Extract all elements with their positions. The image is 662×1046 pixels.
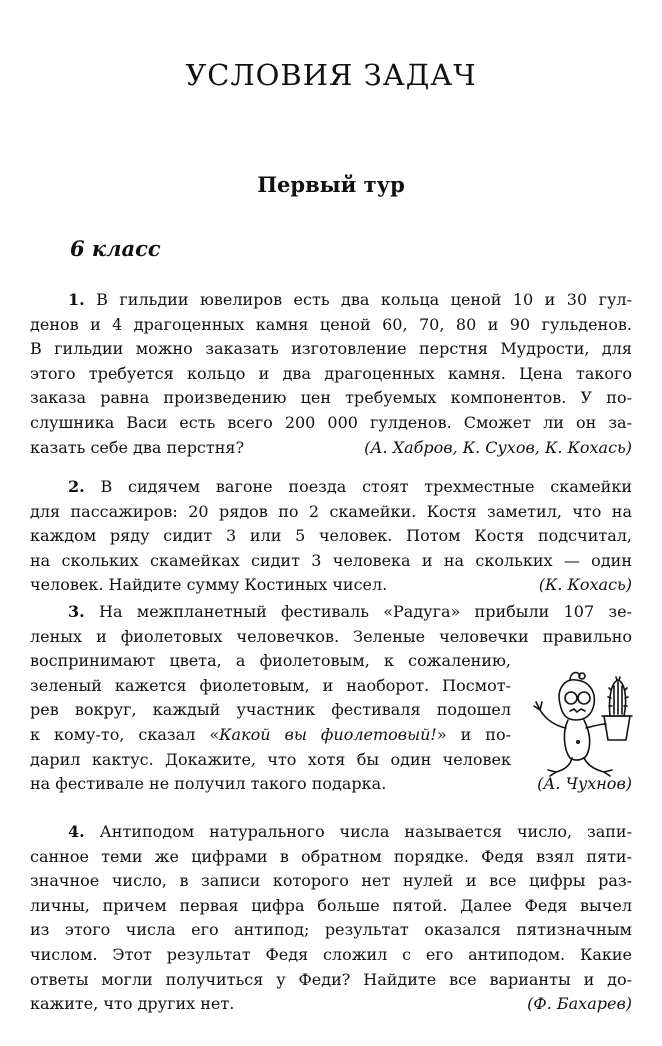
problem-line: 3. На межпланетный фестиваль «Радуга» прибыли 107 зе- <box>68 602 633 621</box>
problem-line: леных и фиолетовых человечков. Зеленые человечки правильно <box>30 626 632 646</box>
problem-line: В гильдии можно заказать изготовление перстня Мудрости, для <box>30 339 632 359</box>
problem-line: для пассажиров: 20 рядов по 2 скамейки. Костя заметил, что на <box>30 501 632 521</box>
problem-number: 4. <box>68 822 85 841</box>
problem-last-line: казать себе два перстня? (А. Хабров, К. Сухов, К. Кохась) <box>30 436 632 461</box>
problem-line: воспринимают цвета, а фиолетовым, к сожалению, <box>30 651 511 671</box>
problem-author: (А. Чухнов) <box>537 774 632 794</box>
tour-title: Первый тур <box>257 172 405 197</box>
problem-author: (Ф. Бахарев) <box>527 994 632 1014</box>
problem-last-line: на фестивале не получил такого подарка. (А. Чухнов) <box>30 772 632 797</box>
quoted-phrase: Какой вы фиолетовый! <box>219 724 437 744</box>
problem-line: 4. Антиподом натурального числа называется число, запи- <box>68 822 633 841</box>
problem-1 <box>30 288 632 460</box>
problem-line: из этого числа его антипод; результат оказался пятизначным <box>30 920 632 940</box>
problem-number: 1. <box>68 290 85 309</box>
problem-line: числом. Этот результат Федя сложил с его антиподом. Какие <box>30 944 632 964</box>
problem-line: личны, причем первая цифра больше пятой. Далее Федя вычел <box>30 895 632 915</box>
problem-number: 2. <box>68 477 85 496</box>
problem-line: ответы могли получиться у Феди? Найдите все варианты и до- <box>30 969 632 989</box>
alien-with-cactus-illustration <box>526 666 636 781</box>
problem-line: к кому-то, сказал «Какой вы фиолетовый!» и по- <box>30 724 511 744</box>
problem-line: слушника Васи есть всего 200 000 гулденов. Сможет ли он за- <box>30 412 632 432</box>
problem-line: заказа равна произведению цен требуемых компонентов. У по- <box>30 388 632 408</box>
problem-last-line: кажите, что других нет. (Ф. Бахарев) <box>30 992 632 1017</box>
problem-number: 3. <box>68 602 85 621</box>
problem-line: 1. В гильдии ювелиров есть два кольца ценой 10 и 30 гул- <box>68 290 632 309</box>
grade-title: 6 класс <box>70 236 161 261</box>
main-title: УСЛОВИЯ ЗАДАЧ <box>185 58 477 92</box>
problem-line: этого требуется кольцо и два драгоценных камня. Цена такого <box>30 363 632 383</box>
problem-4 <box>30 820 632 1017</box>
problem-line: значное число, в записи которого нет нулей и все цифры раз- <box>30 871 632 891</box>
problem-line: зеленый кажется фиолетовым, и наоборот. Посмот- <box>30 675 511 695</box>
problem-author: (К. Кохась) <box>538 575 632 595</box>
problem-author: (А. Хабров, К. Сухов, К. Кохась) <box>364 437 632 457</box>
problem-line: дарил кактус. Докажите, что хотя бы один человек <box>30 749 511 769</box>
problem-line: 2. В сидячем вагоне поезда стоят трехместные скамейки <box>68 477 632 496</box>
problem-line: на скольких скамейках сидит 3 человека и на скольких — один <box>30 550 632 570</box>
problem-2 <box>30 475 632 598</box>
problem-line: санное теми же цифрами в обратном порядке. Федя взял пяти- <box>30 846 632 866</box>
problem-line: каждом ряду сидит 3 или 5 человек. Потом Костя подсчитал, <box>30 526 632 546</box>
problem-line: денов и 4 драгоценных камня ценой 60, 70, 80 и 90 гульденов. <box>30 314 632 334</box>
problem-last-line: человек. Найдите сумму Костиных чисел. (К. Кохась) <box>30 573 632 598</box>
problem-line: рев вокруг, каждый участник фестиваля подошел <box>30 700 511 720</box>
